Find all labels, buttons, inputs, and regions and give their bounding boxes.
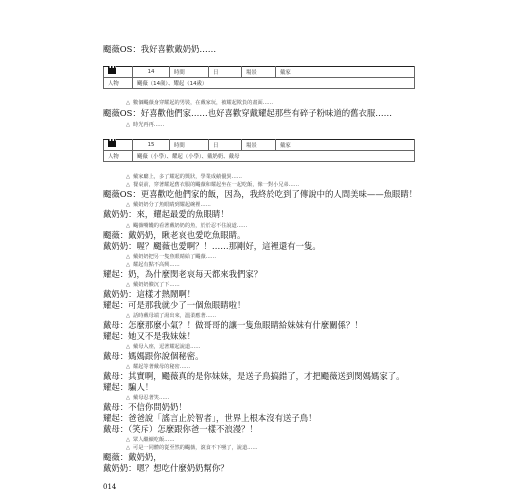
dialogue-line: 耀起：騙人！ — [103, 382, 154, 392]
stage-direction: △ 戴母忍著笑…… — [126, 395, 170, 401]
clapperboard-icon — [104, 67, 133, 78]
dialogue-line: 戴奶奶：這樣才熱鬧啊！ — [103, 289, 196, 299]
scene-heading-table-14 — [103, 66, 415, 89]
scene-people: 颺薇（小學）、耀起（小學）、戴奶奶、戴母 — [133, 151, 415, 162]
stage-direction: △ 耀起等著戴母的秘密…… — [126, 364, 191, 370]
scene-people-label: 人物 — [104, 78, 133, 89]
dialogue-line: 戴奶奶：喔？颺薇也愛啊？！……那剛好，這裡還有一隻。 — [103, 241, 321, 251]
dialogue-line: 戴母：媽媽跟你說個秘密。 — [103, 351, 204, 361]
scene-people: 颺薇（14歲）、耀起（14歲） — [133, 78, 415, 89]
clapperboard-icon — [104, 140, 133, 151]
stage-direction: △ 颺薇嘴饞的看著戴奶奶的魚，於於忍不住說道…… — [126, 223, 248, 229]
scene-location: 戴家 — [276, 140, 415, 151]
dialogue-line: 耀起：她又不是我妹妹！ — [103, 331, 196, 341]
stage-direction: △ 數個颺薇身穿耀起的男裝，在戴家玩，被耀起欺負的畫面…… — [126, 100, 274, 106]
stage-direction: △ 可是一同體的從至然的颺薇，滾食不下嚥了，說道…… — [126, 445, 258, 451]
stage-direction: △ 戴母入座，逗著耀起說道…… — [126, 344, 201, 350]
stage-direction: △ 時光再再…… — [126, 122, 165, 128]
stage-direction: △ 戴家廳上，多了耀起的獎狀，學業成績優異…… — [126, 174, 242, 180]
dialogue-line: 颺薇OS：好喜歡他們家……也好喜歡穿戴耀起那些有碎子粉味道的舊衣服…… — [103, 108, 392, 118]
scene-time-value: 日 — [209, 67, 242, 78]
page-number: 014 — [103, 483, 117, 491]
dialogue-line: 耀起：爸爸說「謠言止於智者」，世界上根本沒有送子鳥！ — [103, 413, 317, 423]
dialogue-line: 戴奶奶：嗯？想吃什麼奶奶幫你？ — [103, 463, 229, 473]
dialogue-line: 戴母：（笑斥）怎麼跟你爸一樣不浪漫？！ — [103, 424, 258, 434]
dialogue-line: 颺薇：戴奶奶，瞅老哀也愛吃魚眼睛。 — [103, 230, 246, 240]
scene-number: 14 — [133, 67, 170, 78]
stage-direction: △ 戴奶奶臉沉了下…… — [126, 282, 180, 288]
dialogue-line: 戴母：不信你問奶奶！ — [103, 402, 187, 412]
scene-time-label: 時間 — [170, 67, 209, 78]
dialogue-line: 戴奶奶：來，耀起最愛的魚眼睛！ — [103, 209, 229, 219]
stage-direction: △ 耀起有點不高興…… — [126, 262, 180, 268]
dialogue-line: 颺薇OS：我好喜歡戴奶奶…… — [103, 44, 217, 54]
scene-place-label: 場景 — [242, 67, 276, 78]
stage-direction: △ 眾人繼續吃飯…… — [126, 437, 175, 443]
stage-direction: △ 戴奶奶把另一隻魚眼睛給了颺薇…… — [126, 254, 217, 260]
dialogue-line: 耀起：可是那我就少了一個魚眼睛啦！ — [103, 300, 246, 310]
dialogue-line: 颺薇：戴奶奶， — [103, 452, 162, 462]
dialogue-line: 耀起：奶，為什麼閔老哀每天都來我們家？ — [103, 269, 263, 279]
scene-number: 15 — [133, 140, 170, 151]
scene-time-label: 時間 — [170, 140, 209, 151]
dialogue-line: 颺薇OS：更喜歡吃他們家的飯，因為，我終於吃到了傳說中的人間美味——魚眼睛！ — [103, 189, 418, 199]
scene-place-label: 場景 — [242, 140, 276, 151]
scene-location: 戴家 — [276, 67, 415, 78]
scene-people-label: 人物 — [104, 151, 133, 162]
scene-heading-table-15 — [103, 139, 415, 162]
stage-direction: △ 戴奶奶分了魚眼睛到耀起碗裡…… — [126, 202, 211, 208]
scene-time-value: 日 — [209, 140, 242, 151]
dialogue-line: 戴母：怎麼那麼小氣？！做哥哥的讓一隻魚眼睛給妹妹有什麼關係？！ — [103, 320, 363, 330]
stage-direction: △ 話時戴母端了湯出來，溫柔應著…… — [126, 313, 217, 319]
dialogue-line: 戴母：其實啊，颺薇真的是你妹妹，是送子鳥搞錯了，才把颺薇送到閔媽媽家了。 — [103, 371, 405, 381]
stage-direction: △ 餐桌前，穿著耀起舊衣服的颺薇和耀起坐在一起吃飯，像一對小兄弟…… — [126, 182, 300, 188]
